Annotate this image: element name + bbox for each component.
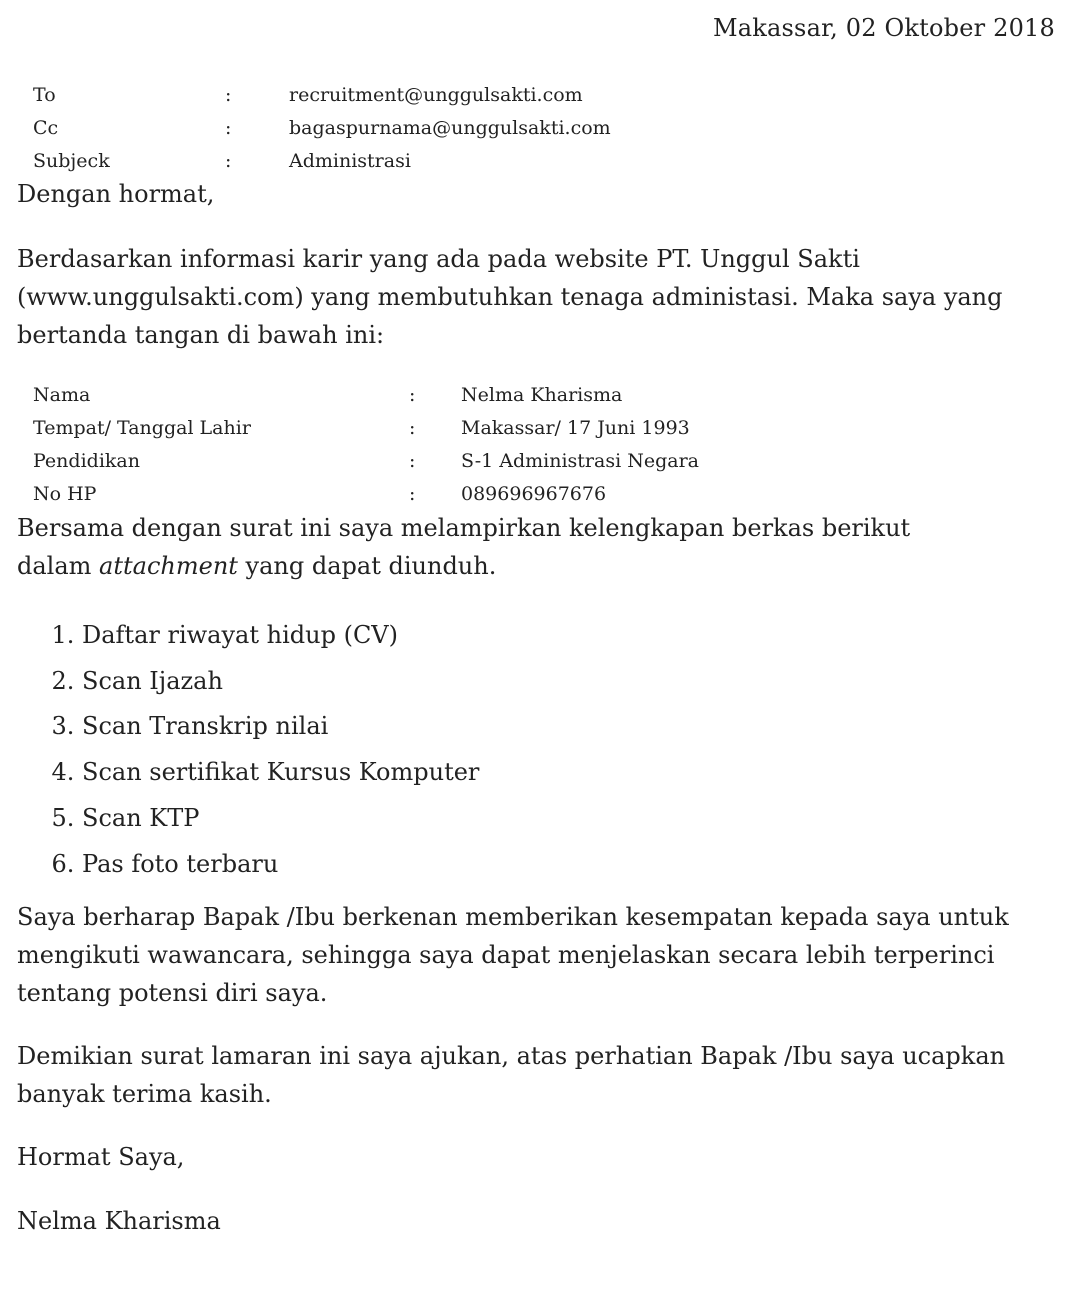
list-item-number: 6. [51, 849, 75, 878]
email-to-label: To [33, 83, 56, 106]
email-subject-row [33, 144, 611, 177]
email-header-table [33, 78, 611, 177]
email-cc-value: bagaspurnama@unggulsakti.com [289, 116, 611, 139]
list-item-text: Daftar riwayat hidup (CV) [82, 620, 398, 649]
email-to-colon: : [225, 83, 232, 106]
applicant-education-colon: : [409, 449, 416, 472]
email-cc-row [33, 111, 611, 144]
applicant-name-value: Nelma Kharisma [461, 383, 623, 406]
greeting: Dengan hormat, [17, 180, 215, 208]
email-cc-label: Cc [33, 116, 59, 139]
list-item [17, 658, 479, 704]
applicant-info-table [33, 378, 699, 510]
applicant-phone-label: No HP [33, 482, 97, 505]
list-item [17, 795, 479, 841]
applicant-birth-row [33, 411, 699, 444]
email-to-row [33, 78, 611, 111]
document-list [17, 612, 479, 887]
applicant-education-value: S-1 Administrasi Negara [461, 449, 699, 472]
list-item-number: 5. [51, 804, 75, 833]
applicant-birth-value: Makassar/ 17 Juni 1993 [461, 416, 690, 439]
list-item-text: Scan Ijazah [82, 666, 223, 695]
attachment-suffix: yang dapat diunduh. [237, 552, 497, 580]
letter-date: Makassar, 02 Oktober 2018 [713, 14, 1055, 42]
email-subject-value: Administrasi [289, 149, 411, 172]
applicant-phone-value: 089696967676 [461, 482, 607, 505]
applicant-education-row [33, 444, 699, 477]
email-subject-colon: : [225, 149, 232, 172]
email-subject-label: Subjeck [33, 149, 110, 172]
list-item [17, 749, 479, 795]
intro-paragraph: Berdasarkan informasi karir yang ada pada website PT. Unggul Sakti (www.unggulsakti.com) yang membutuhkan tenaga administasi. Maka saya yang bertanda tangan di bawah ini: [17, 245, 1003, 349]
applicant-birth-colon: : [409, 416, 416, 439]
list-item-number: 1. [51, 620, 75, 649]
applicant-birth-label: Tempat/ Tanggal Lahir [33, 416, 251, 439]
list-item-number: 2. [51, 666, 75, 695]
list-item [17, 612, 479, 658]
list-item-text: Scan Transkrip nilai [82, 712, 329, 741]
attachment-paragraph [17, 509, 1053, 585]
applicant-education-label: Pendidikan [33, 449, 140, 472]
list-item-text: Pas foto terbaru [82, 849, 279, 878]
applicant-phone-row [33, 477, 699, 510]
attachment-line-1: Bersama dengan surat ini saya melampirkan kelengkapan berkas berikut [17, 514, 911, 542]
applicant-name-colon: : [409, 383, 416, 406]
hope-paragraph: Saya berharap Bapak /Ibu berkenan memberikan kesempatan kepada saya untuk mengikuti wawancara, sehingga saya dapat menjelaskan secara lebih terperinci tentang potensi diri saya. [17, 903, 1009, 1007]
closing-paragraph: Demikian surat lamaran ini saya ajukan, atas perhatian Bapak /Ibu saya ucapkan banyak terima kasih. [17, 1042, 1006, 1108]
list-item-text: Scan sertifikat Kursus Komputer [82, 758, 480, 787]
list-item-number: 3. [51, 712, 75, 741]
email-cc-colon: : [225, 116, 232, 139]
attachment-emphasis: attachment [99, 552, 238, 580]
applicant-name-label: Nama [33, 383, 91, 406]
regards: Hormat Saya, [17, 1143, 185, 1171]
list-item-text: Scan KTP [82, 804, 200, 833]
applicant-phone-colon: : [409, 482, 416, 505]
list-item-number: 4. [51, 758, 75, 787]
email-to-value: recruitment@unggulsakti.com [289, 83, 583, 106]
list-item [17, 704, 479, 750]
applicant-name-row [33, 378, 699, 411]
attachment-prefix: dalam [17, 552, 100, 580]
list-item [17, 841, 479, 887]
signer-name: Nelma Kharisma [17, 1207, 221, 1235]
